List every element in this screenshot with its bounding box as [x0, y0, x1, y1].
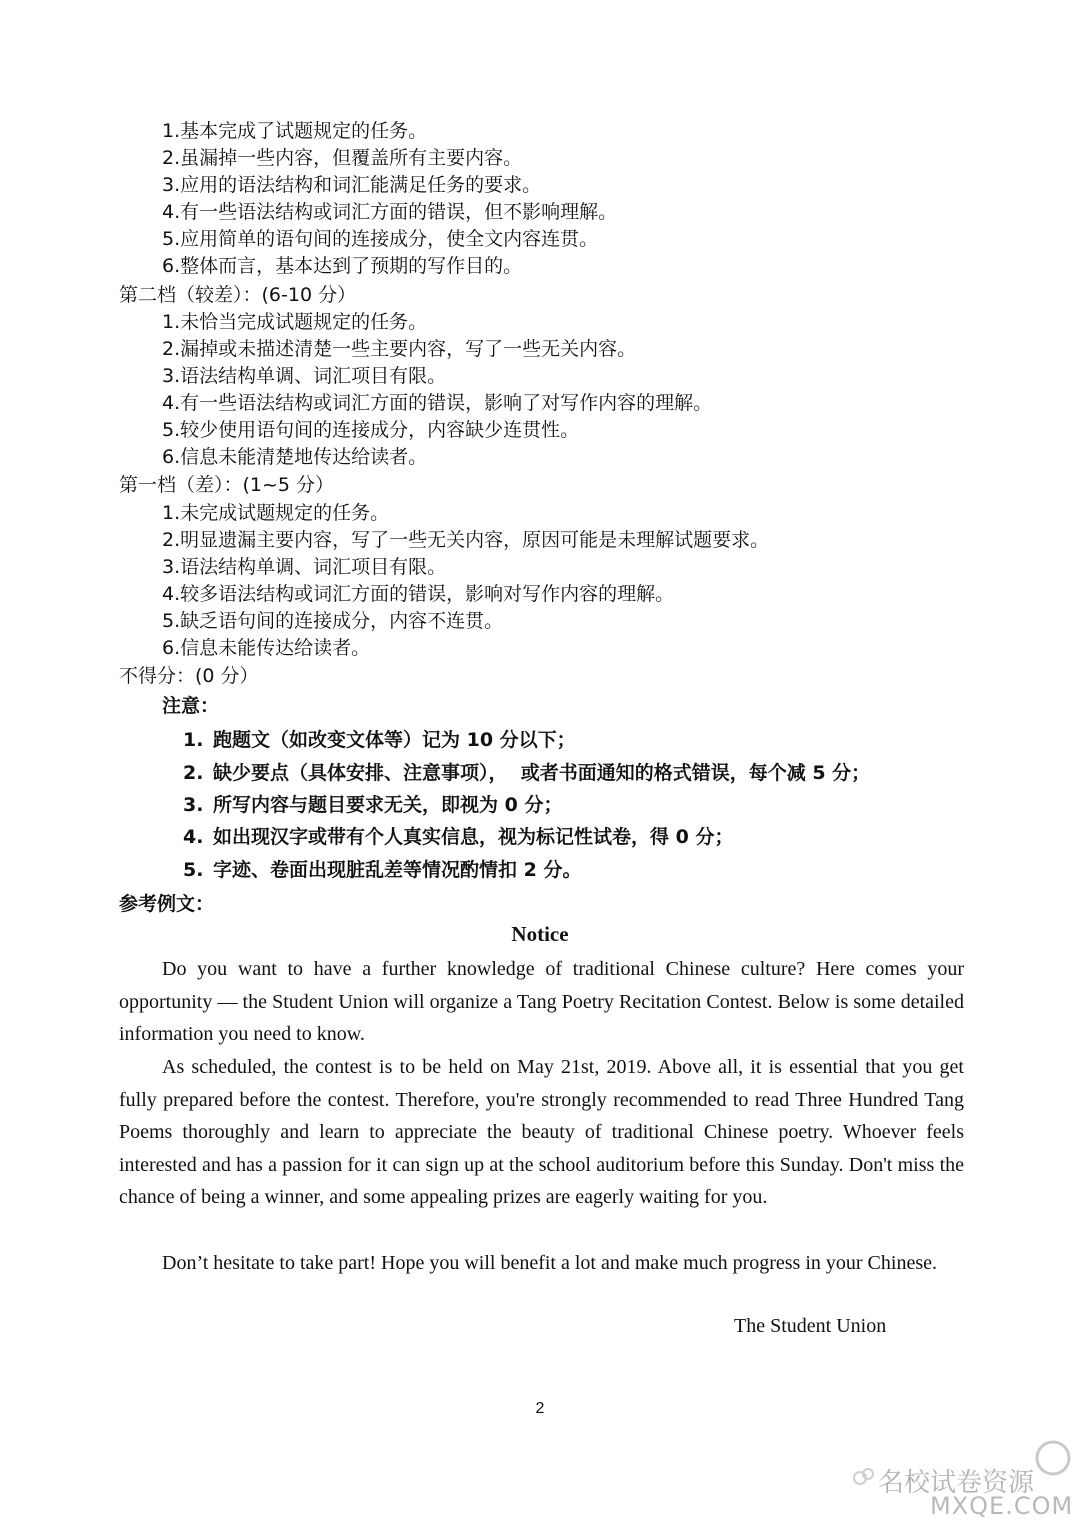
grade1-heading: 第一档（差）：(1~5 分） — [119, 474, 335, 496]
grade1-item-5: 5.缺乏语句间的连接成分，内容不连贯。 — [162, 610, 504, 632]
note-item-2 — [183, 760, 870, 787]
grade1-item-2: 2.明显遗漏主要内容，写了一些无关内容，原因可能是未理解试题要求。 — [162, 529, 770, 551]
grade2-item-6: 6.信息未能清楚地传达给读者。 — [162, 446, 428, 468]
essay-paragraph-3: Don’t hesitate to take part! Hope you will benefit a lot and make much progress in your Chinese. — [162, 1252, 937, 1274]
grade2-item-1: 1.未恰当完成试题规定的任务。 — [162, 311, 428, 333]
note-number: 5. — [183, 859, 204, 881]
grade2-heading: 第二档（较差）：(6-10 分） — [119, 284, 357, 306]
note-item-1 — [183, 727, 576, 754]
grade1-item-4: 4.较多语法结构或词汇方面的错误，影响对写作内容的理解。 — [162, 583, 675, 605]
grade1-item-3: 3.语法结构单调、词汇项目有限。 — [162, 556, 447, 578]
note-item-5 — [183, 857, 581, 884]
note-item-4 — [183, 824, 733, 851]
note-text: 缺少要点（具体安排、注意事项）， 或者书面通知的格式错误，每个减 5 分； — [213, 762, 871, 784]
note-number: 4. — [183, 826, 204, 848]
grade3-item-2: 2.虽漏掉一些内容，但覆盖所有主要内容。 — [162, 147, 523, 169]
essay-paragraph-1: Do you want to have a further knowledge of traditional Chinese culture? Here comes your opportunity — the Student Union will organize a Tang Poetry Recitation Contest. Below is some detailed information you need to know. — [119, 958, 964, 1046]
essay-paragraph-2: As scheduled, the contest is to be held on May 21st, 2019. Above all, it is essential that you get fully prepared before the contest. Therefore, you're strongly recommended to read Three Hundred Tang Poems thoroughly and learn to appreciate the beauty of traditional Chinese poetry. Whoever feels interested and has a passion for it can sign up at the school auditorium before this Sunday. Don't miss the chance of being a winner, and some appealing prizes are eagerly waiting for you. — [119, 1056, 964, 1209]
grade2-item-2: 2.漏掉或未描述清楚一些主要内容，写了一些无关内容。 — [162, 338, 637, 360]
note-text: 字迹、卷面出现脏乱差等情况酌情扣 2 分。 — [213, 859, 582, 881]
grade1-item-1: 1.未完成试题规定的任务。 — [162, 502, 390, 524]
grade3-item-1: 1.基本完成了试题规定的任务。 — [162, 120, 428, 142]
note-number: 1. — [183, 729, 204, 751]
grade3-item-4: 4.有一些语法结构或词汇方面的错误，但不影响理解。 — [162, 201, 618, 223]
grade3-item-5: 5.应用简单的语句间的连接成分，使全文内容连贯。 — [162, 228, 599, 250]
grade1-item-6: 6.信息未能传达给读者。 — [162, 637, 371, 659]
note-text: 跑题文（如改变文体等）记为 10 分以下； — [213, 729, 576, 751]
note-number: 2. — [183, 762, 204, 784]
grade2-item-4: 4.有一些语法结构或词汇方面的错误，影响了对写作内容的理解。 — [162, 392, 713, 414]
note-text: 所写内容与题目要求无关，即视为 0 分； — [213, 794, 563, 816]
sample-heading: 参考例文： — [119, 893, 215, 915]
zero-score: 不得分：(0 分） — [119, 665, 259, 687]
notes-heading: 注意： — [162, 695, 220, 717]
grade2-item-5: 5.较少使用语句间的连接成分，内容缺少连贯性。 — [162, 419, 580, 441]
note-item-3 — [183, 792, 562, 819]
essay-signature: The Student Union — [734, 1315, 887, 1337]
page-number: 2 — [535, 1400, 545, 1417]
grade2-item-3: 3.语法结构单调、词汇项目有限。 — [162, 365, 447, 387]
grade3-item-3: 3.应用的语法结构和词汇能满足任务的要求。 — [162, 174, 542, 196]
note-number: 3. — [183, 794, 204, 816]
essay-title: Notice — [511, 922, 569, 946]
note-text: 如出现汉字或带有个人真实信息，视为标记性试卷，得 0 分； — [213, 826, 734, 848]
grade3-item-6: 6.整体而言，基本达到了预期的写作目的。 — [162, 255, 523, 277]
watermark-text: 名校试卷资源 — [878, 1468, 1035, 1498]
watermark-url: MXQE.COM — [930, 1492, 1074, 1520]
